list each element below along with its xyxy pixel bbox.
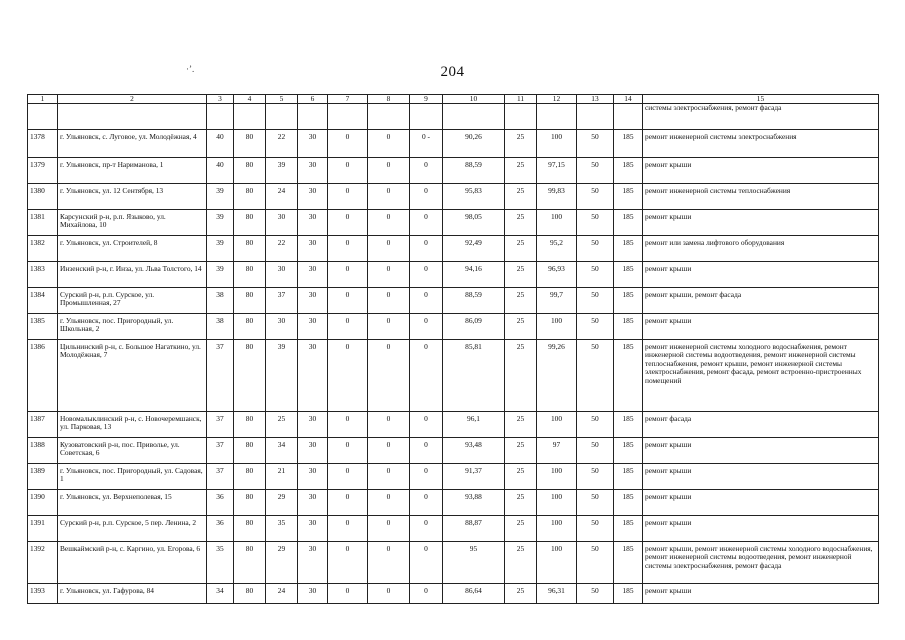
table-cell: 21 (266, 464, 298, 490)
table-cell: 1390 (28, 490, 58, 516)
table-cell: г. Ульяновск, пр-т Нариманова, 1 (58, 158, 207, 184)
table-cell: 185 (614, 262, 643, 288)
table-cell: 0 (410, 412, 443, 438)
table-cell: Новомалыклинский р-н, с. Новочеремшанск, ул. Парковая, 13 (58, 412, 207, 438)
column-header: 6 (298, 95, 328, 104)
table-cell: 25 (505, 210, 537, 236)
table-cell: 95 (443, 542, 505, 584)
table-cell: 0 (410, 210, 443, 236)
table-cell: 30 (298, 236, 328, 262)
table-cell: 86,64 (443, 584, 505, 604)
table-cell: 185 (614, 340, 643, 412)
table-cell: 50 (577, 158, 614, 184)
column-header: 13 (577, 95, 614, 104)
table-cell: Вешкаймский р-н, с. Каргино, ул. Егорова, 6 (58, 542, 207, 584)
table-row (28, 516, 879, 542)
table-cell: 0 (410, 516, 443, 542)
table-cell: 25 (505, 236, 537, 262)
table-cell: 24 (266, 184, 298, 210)
table-cell: 39 (266, 158, 298, 184)
table-cell: 25 (505, 288, 537, 314)
table-cell: 1382 (28, 236, 58, 262)
table-cell: 0 (368, 314, 410, 340)
table-cell: ремонт крыши (643, 158, 879, 184)
table-cell: 0 (328, 130, 368, 158)
table-cell: 25 (505, 314, 537, 340)
table-cell: 0 - (410, 130, 443, 158)
table-cell: 35 (207, 542, 234, 584)
table-cell: 25 (505, 340, 537, 412)
table-cell: 185 (614, 288, 643, 314)
table-cell: ремонт крыши (643, 210, 879, 236)
table-cell: 100 (537, 210, 577, 236)
table-cell: 88,87 (443, 516, 505, 542)
table-cell: 0 (368, 542, 410, 584)
table-cell: 80 (234, 210, 266, 236)
table-cell (234, 104, 266, 130)
table-cell: 22 (266, 130, 298, 158)
table-cell: 50 (577, 210, 614, 236)
table-cell: 185 (614, 130, 643, 158)
table-cell: 80 (234, 464, 266, 490)
table-cell: 0 (368, 210, 410, 236)
table-cell: 50 (577, 516, 614, 542)
table-cell: 80 (234, 314, 266, 340)
table-cell: 0 (328, 340, 368, 412)
table-cell: 0 (328, 158, 368, 184)
table-cell: 25 (266, 412, 298, 438)
table-cell: 39 (207, 210, 234, 236)
table-cell: 0 (328, 412, 368, 438)
table-cell: 50 (577, 130, 614, 158)
table-cell: ремонт крыши (643, 584, 879, 604)
table-cell: 0 (368, 516, 410, 542)
table-cell: 30 (266, 262, 298, 288)
table-cell: 30 (298, 262, 328, 288)
table-cell: 100 (537, 490, 577, 516)
table-cell: 50 (577, 412, 614, 438)
table-cell: 185 (614, 516, 643, 542)
table-cell: ремонт крыши, ремонт фасада (643, 288, 879, 314)
table-cell: 0 (328, 184, 368, 210)
table-cell: 85,81 (443, 340, 505, 412)
table-cell: 1380 (28, 184, 58, 210)
table-cell: 185 (614, 158, 643, 184)
table-cell: г. Ульяновск, пос. Пригородный, ул. Садовая, 1 (58, 464, 207, 490)
table-cell: 80 (234, 184, 266, 210)
table-row (28, 130, 879, 158)
table-cell: 25 (505, 584, 537, 604)
table-cell: 50 (577, 542, 614, 584)
table-cell: ремонт крыши (643, 516, 879, 542)
table-cell: 30 (298, 584, 328, 604)
table-cell: 86,09 (443, 314, 505, 340)
table-row (28, 542, 879, 584)
column-header: 7 (328, 95, 368, 104)
table-cell: 0 (328, 438, 368, 464)
table-cell: 185 (614, 542, 643, 584)
table-cell: 0 (410, 464, 443, 490)
table-cell: 30 (298, 288, 328, 314)
table-cell: Инзенский р-н, г. Инза, ул. Льва Толстого, 14 (58, 262, 207, 288)
table-cell: 100 (537, 130, 577, 158)
table-cell: 37 (207, 412, 234, 438)
table-cell: 185 (614, 184, 643, 210)
table-cell: 1384 (28, 288, 58, 314)
table-cell: 0 (410, 490, 443, 516)
data-table (27, 94, 879, 604)
table-cell (298, 104, 328, 130)
table-cell: 0 (368, 584, 410, 604)
table-cell: 1385 (28, 314, 58, 340)
table-cell (28, 104, 58, 130)
table-cell: 0 (410, 584, 443, 604)
table-cell: 50 (577, 236, 614, 262)
table-cell: 100 (537, 516, 577, 542)
table-cell: 0 (368, 340, 410, 412)
table-cell: 25 (505, 464, 537, 490)
table-cell: 0 (410, 340, 443, 412)
table-cell: 25 (505, 184, 537, 210)
column-header: 12 (537, 95, 577, 104)
table-cell: 50 (577, 288, 614, 314)
table-header-row (28, 95, 879, 104)
table-cell: 94,16 (443, 262, 505, 288)
table-cell: 1391 (28, 516, 58, 542)
table-cell: 36 (207, 516, 234, 542)
table-row (28, 184, 879, 210)
table-cell: ремонт крыши (643, 262, 879, 288)
table-cell (443, 104, 505, 130)
table-cell: 39 (266, 340, 298, 412)
table-cell: 80 (234, 130, 266, 158)
table-cell (410, 104, 443, 130)
table-cell: 0 (368, 490, 410, 516)
table-cell: 185 (614, 490, 643, 516)
table-cell: 80 (234, 490, 266, 516)
table-cell: 25 (505, 412, 537, 438)
table-cell: 0 (328, 288, 368, 314)
table-cell: 0 (368, 438, 410, 464)
table-cell: 0 (328, 542, 368, 584)
table-cell: системы электроснабжения, ремонт фасада (643, 104, 879, 130)
table-row (28, 490, 879, 516)
table-cell: 40 (207, 130, 234, 158)
table-row (28, 158, 879, 184)
table-cell: 50 (577, 314, 614, 340)
table-cell: 37 (207, 438, 234, 464)
table-cell: 50 (577, 184, 614, 210)
table-cell: 50 (577, 464, 614, 490)
table-cell: 93,48 (443, 438, 505, 464)
table-cell: 185 (614, 314, 643, 340)
table-cell: ремонт фасада (643, 412, 879, 438)
column-header: 8 (368, 95, 410, 104)
table-cell: 39 (207, 184, 234, 210)
table-cell: г. Ульяновск, с. Луговое, ул. Молодёжная, 4 (58, 130, 207, 158)
table-cell: 80 (234, 584, 266, 604)
table-cell: 92,49 (443, 236, 505, 262)
table-cell: 185 (614, 236, 643, 262)
table-cell: 30 (298, 130, 328, 158)
table-cell: 37 (207, 340, 234, 412)
table-cell: 1387 (28, 412, 58, 438)
column-header: 9 (410, 95, 443, 104)
table-row (28, 412, 879, 438)
table-cell: 100 (537, 542, 577, 584)
table-cell: 1386 (28, 340, 58, 412)
table-cell: 98,05 (443, 210, 505, 236)
column-header: 14 (614, 95, 643, 104)
table-cell (328, 104, 368, 130)
table-cell: Сурский р-н, р.п. Сурское, ул. Промышленная, 27 (58, 288, 207, 314)
table-cell: 30 (298, 490, 328, 516)
table-cell: 37 (266, 288, 298, 314)
table-cell: 0 (328, 464, 368, 490)
column-header: 4 (234, 95, 266, 104)
table-cell: 25 (505, 130, 537, 158)
page-number: 204 (440, 64, 465, 80)
table-cell: 30 (298, 412, 328, 438)
table-cell: 80 (234, 516, 266, 542)
table-cell: 95,83 (443, 184, 505, 210)
table-cell: 50 (577, 438, 614, 464)
table-cell: 0 (328, 236, 368, 262)
table-cell: 80 (234, 158, 266, 184)
table-cell: 185 (614, 584, 643, 604)
column-header: 3 (207, 95, 234, 104)
table-cell: 22 (266, 236, 298, 262)
table-cell: 0 (410, 236, 443, 262)
table-cell: 97 (537, 438, 577, 464)
table-cell (577, 104, 614, 130)
table-cell: 80 (234, 236, 266, 262)
table-cell: 99,26 (537, 340, 577, 412)
table-cell: 37 (207, 464, 234, 490)
table-cell: 30 (298, 438, 328, 464)
table-cell: 97,15 (537, 158, 577, 184)
table-cell: 88,59 (443, 288, 505, 314)
table-cell: ремонт инженерной системы электроснабжения (643, 130, 879, 158)
table-cell: 88,59 (443, 158, 505, 184)
table-cell: 34 (266, 438, 298, 464)
table-cell: 30 (298, 210, 328, 236)
table-cell (505, 104, 537, 130)
table-cell: 30 (298, 542, 328, 584)
table-cell: Кузоватовский р-н, пос. Приволье, ул. Советская, 6 (58, 438, 207, 464)
table-cell: 99,83 (537, 184, 577, 210)
table-cell: 30 (298, 340, 328, 412)
table-cell (58, 104, 207, 130)
table-cell: Карсунский р-н, р.п. Языково, ул. Михайлова, 10 (58, 210, 207, 236)
table-cell: 25 (505, 438, 537, 464)
table-row (28, 438, 879, 464)
table-cell: 29 (266, 490, 298, 516)
table-cell: 1392 (28, 542, 58, 584)
table-cell: 30 (298, 184, 328, 210)
table-cell: 96,31 (537, 584, 577, 604)
table-row (28, 584, 879, 604)
table-cell: г. Ульяновск, пос. Пригородный, ул. Школьная, 2 (58, 314, 207, 340)
table-cell: Цильнинский р-н, с. Большое Нагаткино, ул. Молодёжная, 7 (58, 340, 207, 412)
table-cell: 99,7 (537, 288, 577, 314)
table-cell: 185 (614, 412, 643, 438)
table-cell: 0 (410, 262, 443, 288)
table-cell: 0 (368, 464, 410, 490)
column-header: 1 (28, 95, 58, 104)
table-cell: 38 (207, 288, 234, 314)
table-cell: 0 (328, 210, 368, 236)
table-row (28, 464, 879, 490)
scan-speck: ·ʼ. (186, 64, 195, 74)
table-row (28, 236, 879, 262)
table-cell: 96,93 (537, 262, 577, 288)
table-cell: 30 (298, 158, 328, 184)
table-cell (614, 104, 643, 130)
table-cell: 30 (298, 516, 328, 542)
table-cell: 0 (410, 438, 443, 464)
table-cell: 0 (368, 236, 410, 262)
table-row (28, 104, 879, 130)
table-cell: 80 (234, 438, 266, 464)
table-cell: 0 (410, 288, 443, 314)
table-cell: 25 (505, 516, 537, 542)
table-cell: ремонт крыши (643, 314, 879, 340)
table-cell: г. Ульяновск, ул. 12 Сентября, 13 (58, 184, 207, 210)
table-cell: 25 (505, 158, 537, 184)
table-cell: 0 (368, 184, 410, 210)
table-cell: 0 (368, 130, 410, 158)
table-cell: 24 (266, 584, 298, 604)
table-cell: 30 (266, 314, 298, 340)
table-cell: 93,88 (443, 490, 505, 516)
table-cell: 25 (505, 542, 537, 584)
table-cell: 25 (505, 490, 537, 516)
table-cell: ремонт крыши (643, 490, 879, 516)
table-body (28, 104, 879, 604)
table-cell: 30 (298, 314, 328, 340)
table-cell: 25 (505, 262, 537, 288)
column-header: 2 (58, 95, 207, 104)
table-cell: 1383 (28, 262, 58, 288)
table-row (28, 262, 879, 288)
table-cell: 0 (328, 262, 368, 288)
table-cell: 80 (234, 340, 266, 412)
table-cell: 29 (266, 542, 298, 584)
table-cell: ремонт крыши, ремонт инженерной системы холодного водоснабжения, ремонт инженерной системы водоотведения, ремонт инженерной системы электроснабжения, ремонт фасада (643, 542, 879, 584)
table-cell: 35 (266, 516, 298, 542)
table-cell: 0 (368, 158, 410, 184)
table-cell: 36 (207, 490, 234, 516)
table-cell (207, 104, 234, 130)
table-cell: ремонт инженерной системы холодного водоснабжения, ремонт инженерной системы водоотведения, ремонт инженерной системы теплоснабжения, ремонт крыши, ремонт инженерной системы электроснабжения, ремонт фасада, ремонт встроенно-пристроенных помещений (643, 340, 879, 412)
table-cell: 1381 (28, 210, 58, 236)
table-cell: 1389 (28, 464, 58, 490)
table-cell: ремонт инженерной системы теплоснабжения (643, 184, 879, 210)
table-row (28, 340, 879, 412)
table-cell: 39 (207, 236, 234, 262)
table-cell: 0 (410, 184, 443, 210)
table-cell: 1378 (28, 130, 58, 158)
table-cell: 0 (368, 262, 410, 288)
table-cell: 0 (328, 584, 368, 604)
table-cell: 100 (537, 314, 577, 340)
column-header: 15 (643, 95, 879, 104)
table-cell: 39 (207, 262, 234, 288)
table-cell: 100 (537, 464, 577, 490)
table-cell: 91,37 (443, 464, 505, 490)
table-cell: 185 (614, 210, 643, 236)
table-cell: 30 (298, 464, 328, 490)
table-cell: 30 (266, 210, 298, 236)
table-cell (368, 104, 410, 130)
table-row (28, 314, 879, 340)
table-cell: ремонт крыши (643, 464, 879, 490)
table-cell: ремонт крыши (643, 438, 879, 464)
table-cell: г. Ульяновск, ул. Гафурова, 84 (58, 584, 207, 604)
table-cell: 0 (410, 542, 443, 584)
table-cell: 80 (234, 288, 266, 314)
table-cell: 80 (234, 412, 266, 438)
table-cell: 185 (614, 464, 643, 490)
table-cell: 50 (577, 262, 614, 288)
table-row (28, 288, 879, 314)
table-cell: 80 (234, 262, 266, 288)
table-cell: 0 (328, 314, 368, 340)
table-cell: ремонт или замена лифтового оборудования (643, 236, 879, 262)
table-cell: Сурский р-н, р.п. Сурское, 5 пер. Ленина, 2 (58, 516, 207, 542)
table-cell (537, 104, 577, 130)
table-cell: г. Ульяновск, ул. Верхнеполевая, 15 (58, 490, 207, 516)
table-cell: 0 (410, 158, 443, 184)
table-cell: 96,1 (443, 412, 505, 438)
table-cell: 80 (234, 542, 266, 584)
table-cell: 50 (577, 490, 614, 516)
table-cell: 95,2 (537, 236, 577, 262)
table-cell: 0 (328, 516, 368, 542)
table-cell: 0 (368, 412, 410, 438)
table-cell: 0 (328, 490, 368, 516)
table-cell (266, 104, 298, 130)
table-row (28, 210, 879, 236)
column-header: 5 (266, 95, 298, 104)
column-header: 11 (505, 95, 537, 104)
table-cell: г. Ульяновск, ул. Строителей, 8 (58, 236, 207, 262)
table-cell: 50 (577, 584, 614, 604)
table-cell: 1379 (28, 158, 58, 184)
table-cell: 34 (207, 584, 234, 604)
table-cell: 0 (410, 314, 443, 340)
table-cell: 1393 (28, 584, 58, 604)
table-cell: 38 (207, 314, 234, 340)
table-cell: 100 (537, 412, 577, 438)
table-cell: 1388 (28, 438, 58, 464)
table-cell: 90,26 (443, 130, 505, 158)
table-cell: 40 (207, 158, 234, 184)
table-cell: 185 (614, 438, 643, 464)
column-header: 10 (443, 95, 505, 104)
table-cell: 0 (368, 288, 410, 314)
table-cell: 50 (577, 340, 614, 412)
